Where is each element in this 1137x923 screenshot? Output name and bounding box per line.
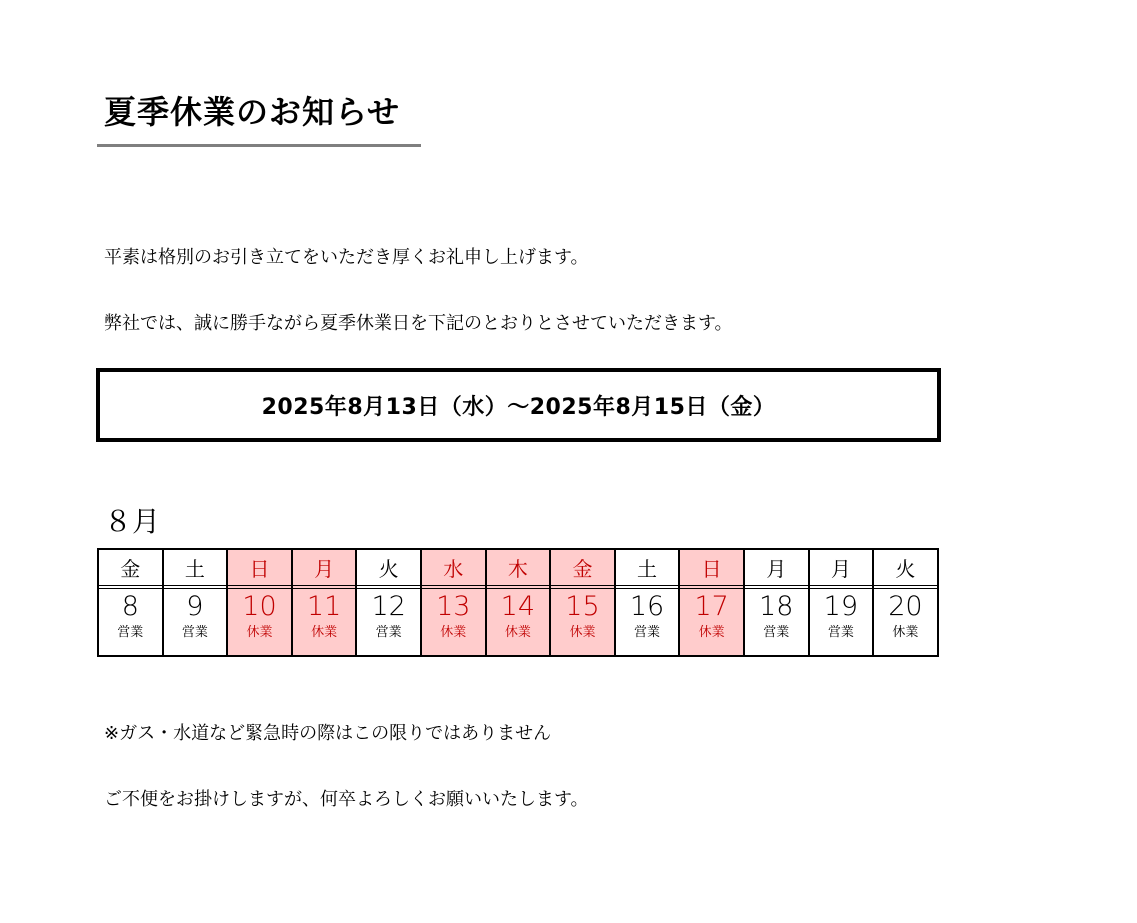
exception-note: ※ガス・水道など緊急時の際はこの限りではありません	[104, 723, 552, 744]
calendar-day-cell	[228, 550, 293, 655]
calendar-status: 休業	[892, 625, 919, 640]
calendar-day-cell	[551, 550, 616, 655]
calendar-weekday: 金	[99, 550, 162, 589]
calendar-day-body	[487, 589, 550, 655]
calendar-status: 休業	[311, 625, 338, 640]
calendar-status: 営業	[375, 625, 402, 640]
calendar-status: 営業	[763, 625, 790, 640]
calendar-date: 13	[436, 591, 471, 622]
calendar-day-body	[680, 589, 743, 655]
calendar-date: 19	[823, 591, 858, 622]
calendar-weekday: 火	[357, 550, 420, 589]
calendar-day-cell	[680, 550, 745, 655]
calendar-date: 15	[565, 591, 600, 622]
calendar-date: 17	[694, 591, 729, 622]
calendar-day-body	[422, 589, 485, 655]
calendar-day-body	[745, 589, 808, 655]
calendar-weekday: 月	[293, 550, 356, 589]
calendar-day-body	[164, 589, 227, 655]
closing-text: ご不便をお掛けしますが、何卒よろしくお願いいたします。	[104, 789, 589, 810]
calendar-date: 14	[500, 591, 536, 622]
calendar-weekday: 日	[680, 550, 743, 589]
calendar-day-cell	[745, 550, 810, 655]
calendar-weekday: 火	[874, 550, 937, 589]
calendar-month-label: ８月	[104, 505, 161, 538]
calendar-day-cell	[616, 550, 681, 655]
calendar-weekday: 土	[616, 550, 679, 589]
announcement-text: 弊社では、誠に勝手ながら夏季休業日を下記のとおりとさせていただきます。	[104, 313, 733, 334]
calendar-day-cell	[293, 550, 358, 655]
calendar-day-body	[551, 589, 614, 655]
calendar-status: 休業	[246, 625, 273, 640]
calendar-day-body	[293, 589, 356, 655]
calendar-status: 休業	[504, 625, 531, 640]
greeting-text: 平素は格別のお引き立てをいただき厚くお礼申し上げます。	[104, 247, 589, 268]
calendar-weekday: 水	[422, 550, 485, 589]
calendar-weekday: 土	[164, 550, 227, 589]
calendar-weekday: 木	[487, 550, 550, 589]
calendar-weekday: 日	[228, 550, 291, 589]
calendar-date: 18	[759, 591, 794, 622]
calendar-day-cell	[357, 550, 422, 655]
calendar-status: 休業	[440, 625, 467, 640]
holiday-period-box	[96, 368, 941, 442]
calendar-date: 12	[371, 591, 406, 622]
calendar-day-body	[228, 589, 291, 655]
calendar-weekday: 金	[551, 550, 614, 589]
calendar-date: 11	[306, 591, 342, 622]
calendar-status: 営業	[827, 625, 854, 640]
calendar-date: 9	[186, 591, 204, 622]
calendar-date: 20	[888, 591, 923, 622]
calendar-day-body	[616, 589, 679, 655]
calendar-day-cell	[487, 550, 552, 655]
calendar-day-cell	[164, 550, 229, 655]
calendar-day-body	[99, 589, 162, 655]
calendar-date: 10	[242, 591, 277, 622]
calendar-status: 休業	[698, 625, 725, 640]
calendar-day-cell	[810, 550, 875, 655]
page-title: 夏季休業のお知らせ	[104, 93, 401, 131]
holiday-period-text: 2025年8月13日（水）～2025年8月15日（金）	[261, 394, 776, 420]
calendar-status: 営業	[117, 625, 144, 640]
title-underline	[97, 144, 421, 147]
calendar-day-body	[810, 589, 873, 655]
calendar-day-cell	[422, 550, 487, 655]
calendar-weekday: 月	[810, 550, 873, 589]
calendar-date: 8	[121, 591, 139, 622]
calendar-day-body	[357, 589, 420, 655]
calendar-grid	[97, 548, 939, 657]
calendar-day-cell	[99, 550, 164, 655]
calendar-status: 休業	[569, 625, 596, 640]
calendar-weekday: 月	[745, 550, 808, 589]
calendar-day-cell	[874, 550, 939, 655]
calendar-day-body	[874, 589, 937, 655]
calendar-date: 16	[629, 591, 665, 622]
calendar-status: 営業	[634, 625, 661, 640]
calendar-status: 営業	[181, 625, 208, 640]
